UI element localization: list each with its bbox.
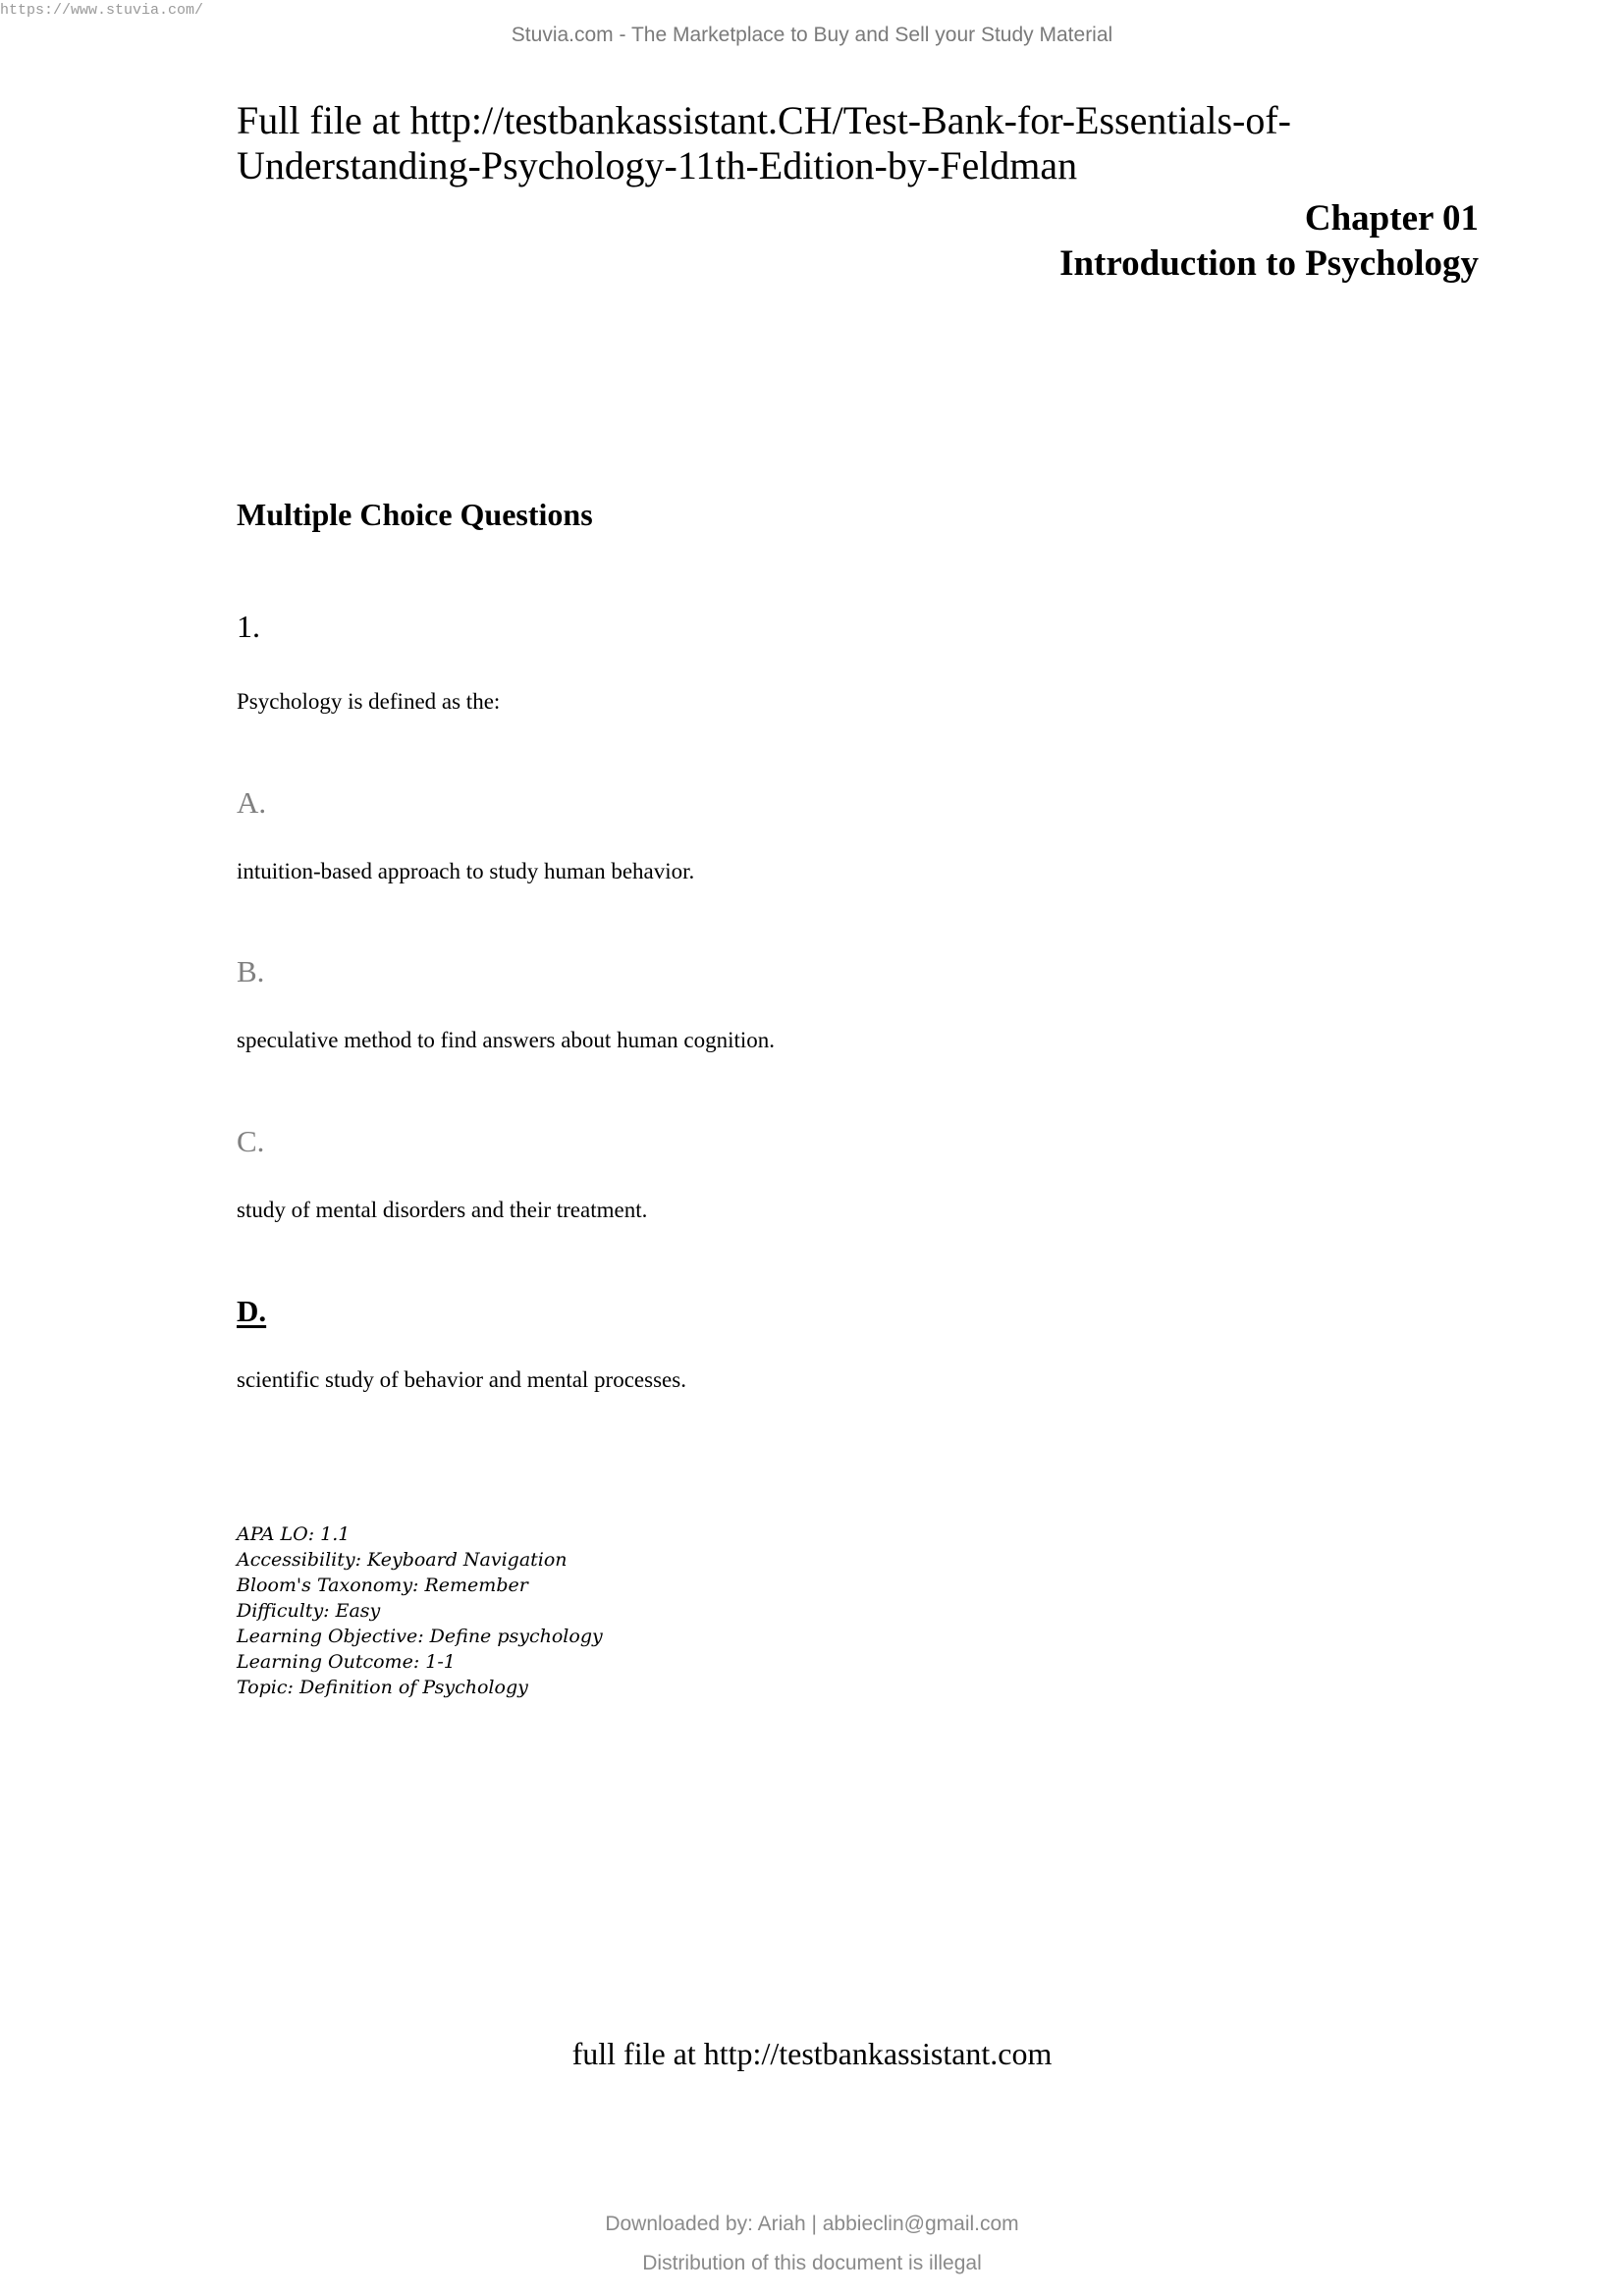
meta-learning-outcome: Learning Outcome: 1-1 — [237, 1651, 456, 1673]
chapter-number: Chapter 01 — [1304, 198, 1479, 239]
meta-difficulty: Difficulty: Easy — [237, 1600, 381, 1622]
footer-full-file-link: full file at http://testbankassistant.com — [571, 2036, 1053, 2071]
meta-learning-objective: Learning Objective: Define psychology — [237, 1626, 603, 1647]
option-a-letter: A. — [237, 785, 267, 820]
question-metadata — [237, 1522, 603, 1700]
section-heading: Multiple Choice Questions — [237, 497, 593, 532]
option-b-text: speculative method to find answers about human cognition. — [237, 1028, 776, 1052]
question-number: 1. — [237, 609, 260, 644]
option-c-text: study of mental disorders and their treatment. — [237, 1198, 648, 1222]
full-file-notice: Full file at http://testbankassistant.CH/Test-Bank-for-Essentials-of-Understanding-Psychology-11th-Edition-by-Feldman — [237, 98, 1291, 187]
stuvia-banner: Stuvia.com - The Marketplace to Buy and Sell your Study Material — [511, 24, 1113, 46]
meta-blooms-taxonomy: Bloom's Taxonomy: Remember — [237, 1575, 528, 1596]
option-c-letter: C. — [237, 1124, 265, 1158]
option-d-text: scientific study of behavior and mental processes. — [237, 1367, 686, 1392]
chapter-heading — [1059, 196, 1479, 287]
question-text: Psychology is defined as the: — [237, 689, 501, 714]
distribution-notice: Distribution of this document is illegal — [642, 2252, 982, 2274]
option-d-letter-correct: D. — [237, 1294, 267, 1328]
meta-apa-lo: APA LO: 1.1 — [237, 1523, 351, 1545]
option-b-letter: B. — [237, 954, 265, 988]
chapter-title: Introduction to Psychology — [1059, 243, 1479, 284]
source-url: https://www.stuvia.com/ — [0, 2, 204, 19]
meta-accessibility: Accessibility: Keyboard Navigation — [237, 1549, 568, 1571]
option-a-text: intuition-based approach to study human behavior. — [237, 859, 695, 883]
meta-topic: Topic: Definition of Psychology — [237, 1677, 528, 1698]
downloaded-by: Downloaded by: Ariah | abbieclin@gmail.com — [605, 2213, 1019, 2235]
